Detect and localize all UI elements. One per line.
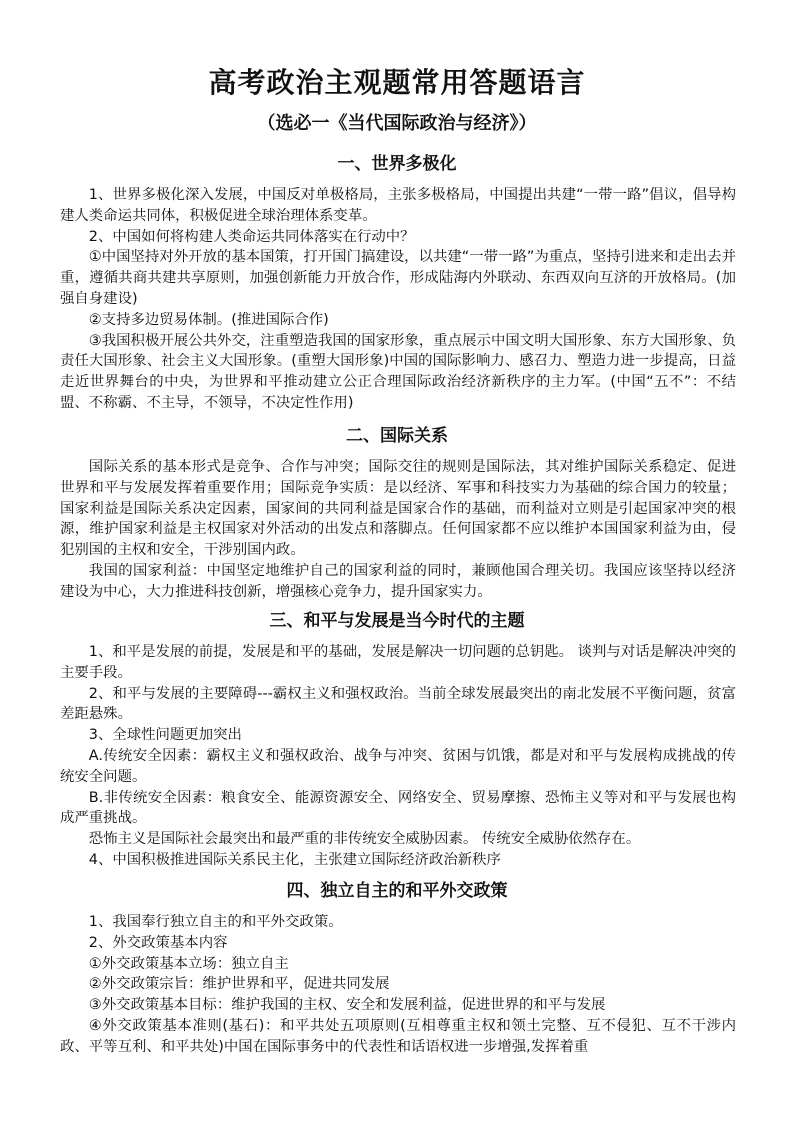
- paragraph: ②支持多边贸易体制。(推进国际合作): [88, 311, 329, 328]
- section-heading-2: 二、国际关系: [346, 426, 448, 446]
- section-heading-3: 三、和平与发展是当今时代的主题: [269, 611, 525, 631]
- paragraph: ④外交政策基本准则(基石)：和平共处五项原则(互相尊重主权和领土完整、互不侵犯、互不干涉内政、平等互利、和平共处)中国在国际事务中的代表性和话语权进一步增强,发挥着重: [60, 1017, 736, 1055]
- paragraph: 3、全球性问题更加突出: [88, 727, 242, 744]
- page-subtitle: （选必一《当代国际政治与经济》）: [257, 113, 537, 134]
- paragraph: 1、世界多极化深入发展，中国反对单极格局，主张多极格局，中国提出共建“一带一路”倡议，倡导构建人类命运共同体，积极促进全球治理体系变革。: [60, 187, 736, 224]
- paragraph: 1、和平是发展的前提，发展是和平的基础，发展是解决一切问题的总钥匙。 谈判与对话是解决冲突的主要手段。: [60, 644, 736, 681]
- paragraph: B.非传统安全因素：粮食安全、能源资源安全、网络安全、贸易摩擦、恐怖主义等对和平与发展也构成严重挑战。: [60, 789, 736, 827]
- section-body-1: [60, 185, 736, 414]
- paragraph: 4、中国积极推进国际关系民主化，主张建立国际经济政治新秩序: [88, 851, 501, 868]
- paragraph: ①中国坚持对外开放的基本国策，打开国门搞建设，以共建“一带一路”为重点，坚持引进来和走出去并重，遵循共商共建共享原则，加强创新能力开放合作，形成陆海内外联动、东西双向互济的开放格局。(加强自身建设): [60, 249, 736, 307]
- page-title: 高考政治主观题常用答题语言: [208, 66, 586, 99]
- paragraph: ③外交政策基本目标：维护我国的主权、安全和发展利益，促进世界的和平与发展: [88, 997, 606, 1014]
- section-heading-4: 四、独立自主的和平外交政策: [286, 881, 508, 901]
- paragraph: 2、外交政策基本内容: [88, 934, 228, 951]
- section-heading-1: 一、世界多极化: [337, 154, 457, 174]
- paragraph: ①外交政策基本立场：独立自主: [88, 955, 289, 972]
- paragraph: 我国的国家利益：中国坚定地维护自己的国家利益的同时，兼顾他国合理关切。我国应该坚持以经济建设为中心，大力推进科技创新，增强核心竞争力，提升国家实力。: [60, 562, 736, 600]
- section-body-4: [60, 912, 736, 1058]
- paragraph: 恐怖主义是国际社会最突出和最严重的非传统安全威胁因素。 传统安全威胁依然存在。: [88, 831, 641, 848]
- paragraph: 2、中国如何将构建人类命运共同体落实在行动中？: [88, 228, 415, 245]
- section-body-3: [60, 642, 736, 871]
- paragraph: 1、我国奉行独立自主的和平外交政策。: [88, 914, 343, 930]
- paragraph: ③我国积极开展公共外交，注重塑造我国的国家形象，重点展示中国文明大国形象、东方大国形象、负责任大国形象、社会主义大国形象。(重塑大国形象)中国的国际影响力、感召力、塑造力进一步提高，日益走近世界舞台的中央，为世界和平推动建立公正合理国际政治经济新秩序的主力军。(中国“五不”：不结盟、不称霸、不主导，不领导，不决定性作用): [60, 332, 736, 411]
- section-body-2: [60, 457, 736, 603]
- paragraph: 国际关系的基本形式是竞争、合作与冲突；国际交往的规则是国际法，其对维护国际关系稳定、促进世界和平与发展发挥着重要作用；国际竞争实质：是以经济、军事和科技实力为基础的综合国力的较量；国家利益是国际关系决定因素，国家间的共同利益是国家合作的基础，而利益对立则是引起国家冲突的根源，维护国家利益是主权国家对外活动的出发点和落脚点。任何国家都不应以维护本国国家利益为由，侵犯别国的主权和安全，干涉别国内政。: [60, 459, 736, 559]
- paragraph: ②外交政策宗旨：维护世界和平，促进共同发展: [88, 976, 390, 993]
- paragraph: 2、和平与发展的主要障碍---霸权主义和强权政治。当前全球发展最突出的南北发展不平衡问题，贫富差距悬殊。: [60, 685, 736, 723]
- paragraph: A.传统安全因素：霸权主义和强权政治、战争与冲突、贫困与饥饿，都是对和平与发展构成挑战的传统安全问题。: [60, 747, 736, 785]
